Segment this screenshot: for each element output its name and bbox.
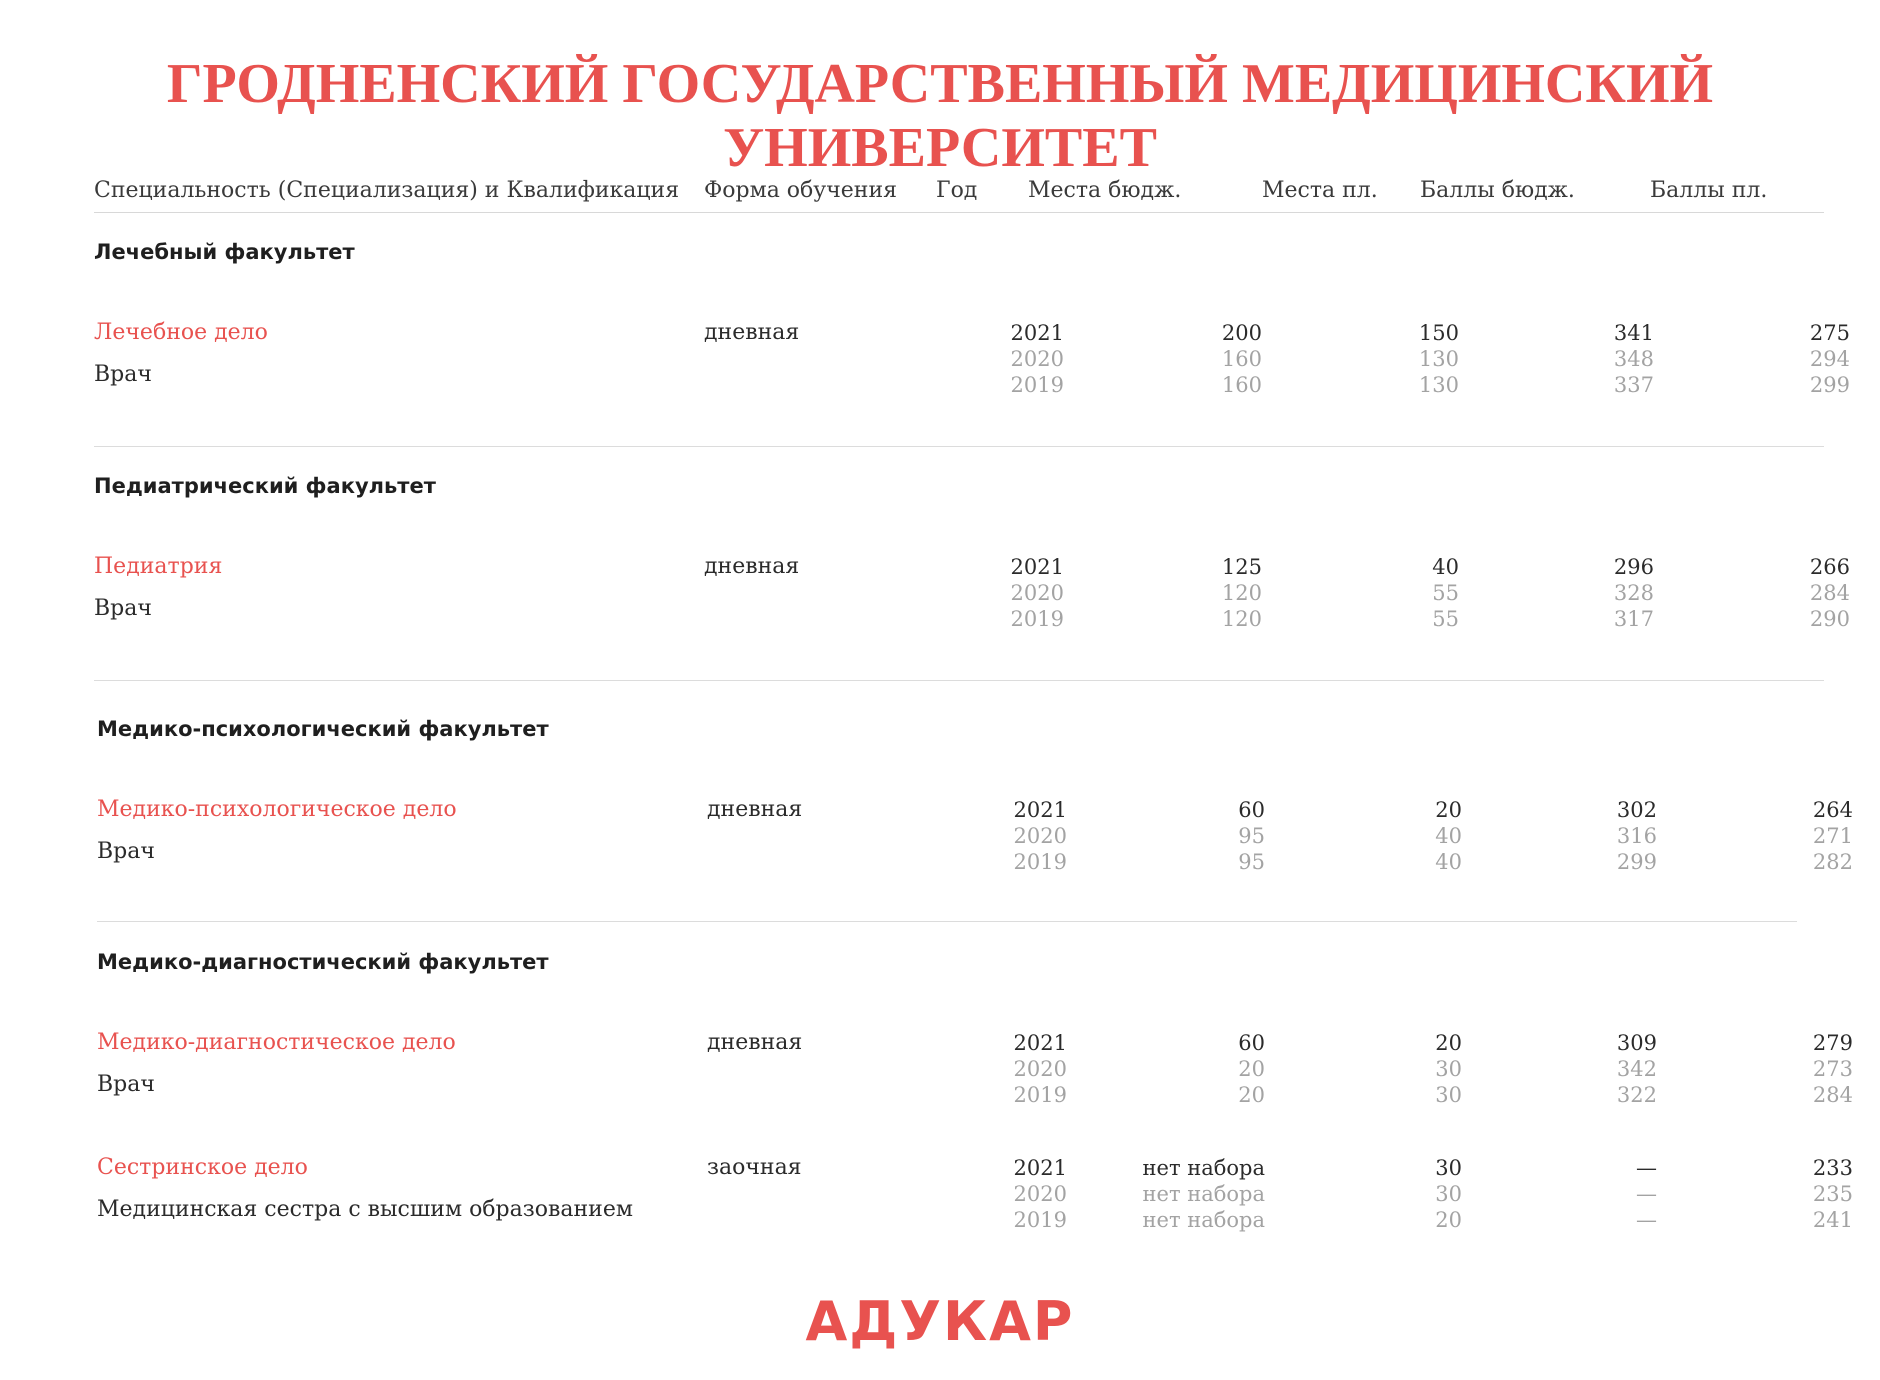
column-header-form: Форма обучения — [704, 178, 898, 203]
paid-scores-cell: 233 235 241 — [1812, 1156, 1853, 1232]
budget-scores-cell: 341 348 337 — [1613, 321, 1654, 397]
budget-places-cell: 200 160 160 — [1221, 321, 1262, 397]
years-cell: 2021 2020 2019 — [1013, 798, 1067, 874]
paid-places-cell: 40 55 55 — [1432, 555, 1459, 631]
years-cell: 2021 2020 2019 — [1010, 321, 1064, 397]
program-qualification: Врач — [94, 596, 152, 621]
paid-places-cell: 150 130 130 — [1418, 321, 1459, 397]
program-qualification: Врач — [94, 362, 152, 387]
program-link[interactable]: Педиатрия — [94, 554, 223, 579]
budget-scores-cell: — — — — [1636, 1156, 1657, 1232]
paid-places-cell: 20 30 30 — [1435, 1031, 1462, 1107]
paid-scores-cell: 264 271 282 — [1812, 798, 1853, 874]
faculty-name: Педиатрический факультет — [94, 474, 436, 498]
column-header-budget-scores: Баллы бюдж. — [1420, 178, 1575, 203]
paid-scores-cell: 275 294 299 — [1809, 321, 1850, 397]
paid-places-cell: 30 30 20 — [1435, 1156, 1462, 1232]
paid-places-cell: 20 40 40 — [1435, 798, 1462, 874]
budget-scores-cell: 296 328 317 — [1613, 555, 1654, 631]
program-row — [97, 1155, 1853, 1245]
paid-scores-cell: 266 284 290 — [1809, 555, 1850, 631]
program-qualification: Врач — [97, 1072, 155, 1097]
column-header-budget-places: Места бюдж. — [1028, 178, 1182, 203]
faculty-section — [94, 474, 1850, 681]
program-link[interactable]: Медико-диагностическое дело — [97, 1030, 456, 1055]
program-row — [94, 554, 1850, 644]
study-form: дневная — [704, 554, 800, 579]
program-row — [97, 1030, 1853, 1120]
column-header-year: Год — [936, 178, 978, 203]
budget-scores-cell: 302 316 299 — [1616, 798, 1657, 874]
program-qualification: Медицинская сестра с высшим образованием — [97, 1197, 633, 1222]
program-qualification: Врач — [97, 839, 155, 864]
study-form: дневная — [707, 797, 803, 822]
program-row — [94, 320, 1850, 410]
table-header — [94, 170, 1824, 213]
faculty-name: Лечебный факультет — [94, 240, 355, 264]
column-header-specialty: Специальность (Специализация) и Квалификация — [94, 178, 680, 203]
budget-places-cell: 125 120 120 — [1221, 555, 1262, 631]
adukar-logo: АДУКАР — [805, 1290, 1075, 1353]
faculty-section — [94, 240, 1850, 447]
faculty-name: Медико-диагностический факультет — [97, 950, 549, 974]
budget-places-cell: нет набора нет набора нет набора — [1142, 1156, 1265, 1232]
program-link[interactable]: Медико-психологическое дело — [97, 797, 457, 822]
study-form: дневная — [707, 1030, 803, 1055]
program-link[interactable]: Сестринское дело — [97, 1155, 308, 1180]
budget-places-cell: 60 95 95 — [1238, 798, 1265, 874]
program-link[interactable]: Лечебное дело — [94, 320, 268, 345]
years-cell: 2021 2020 2019 — [1010, 555, 1064, 631]
faculty-section — [97, 717, 1853, 922]
budget-scores-cell: 309 342 322 — [1616, 1031, 1657, 1107]
years-cell: 2021 2020 2019 — [1013, 1031, 1067, 1107]
column-header-paid-scores: Баллы пл. — [1650, 178, 1768, 203]
years-cell: 2021 2020 2019 — [1013, 1156, 1067, 1232]
faculty-section — [97, 950, 1853, 1250]
paid-scores-cell: 279 273 284 — [1812, 1031, 1853, 1107]
study-form: дневная — [704, 320, 800, 345]
study-form: заочная — [707, 1155, 802, 1180]
column-header-paid-places: Места пл. — [1262, 178, 1378, 203]
faculty-name: Медико-психологический факультет — [97, 717, 549, 741]
page-title: ГРОДНЕНСКИЙ ГОСУДАРСТВЕННЫЙ МЕДИЦИНСКИЙ УНИВЕРСИТЕТ — [166, 53, 1714, 179]
budget-places-cell: 60 20 20 — [1238, 1031, 1265, 1107]
program-row — [97, 797, 1853, 887]
